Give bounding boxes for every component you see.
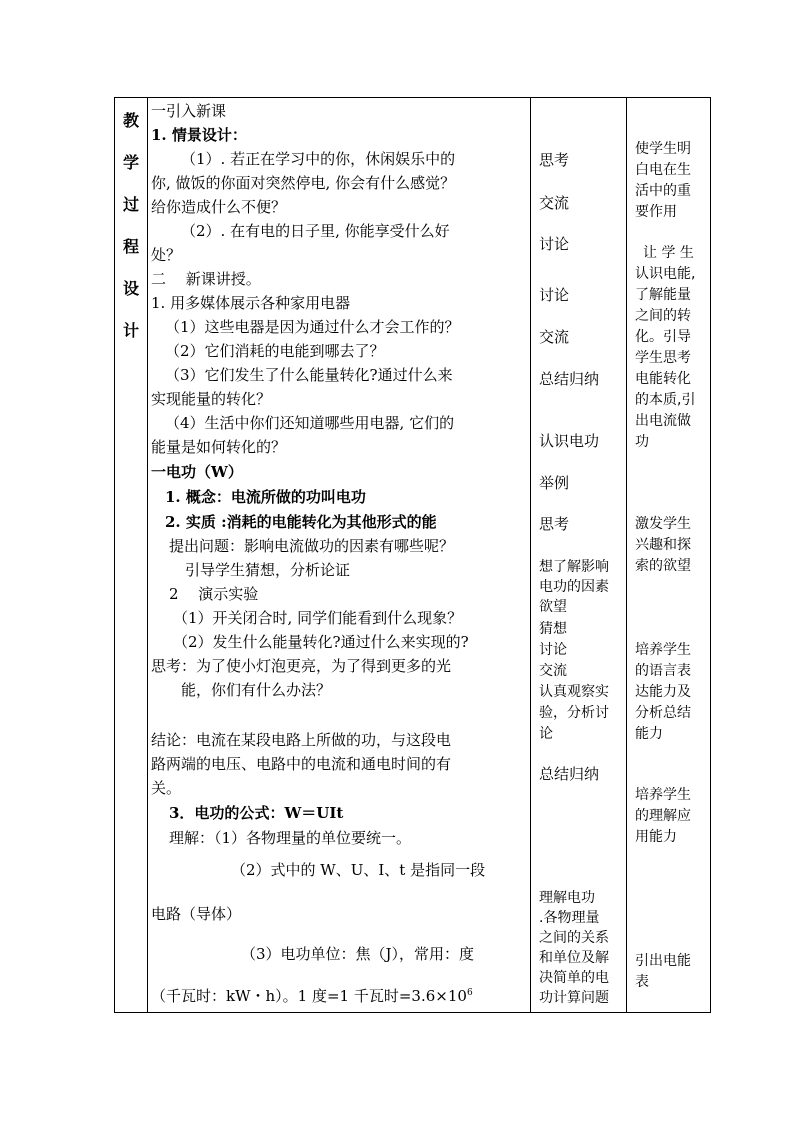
intent-line: 用能力 bbox=[635, 829, 677, 845]
text-line: （1）. 若正在学习中的你，休闲娱乐中的 bbox=[181, 150, 456, 168]
intent-line: 的语言表 bbox=[635, 663, 691, 679]
intent-line: 的理解应 bbox=[635, 808, 691, 824]
side-label-char: 教 bbox=[123, 111, 140, 130]
side-label-char: 设 bbox=[123, 279, 140, 298]
concept-line: 1. 概念：电流所做的功叫电功 bbox=[165, 488, 366, 506]
intent-line: 的本质,引 bbox=[635, 392, 696, 408]
activity-item: 和单位及解 bbox=[539, 950, 609, 966]
column-divider bbox=[530, 98, 531, 1012]
activity-item: 交流 bbox=[539, 663, 567, 679]
intent-line: 化。引导 bbox=[635, 329, 691, 345]
text-line: （2）它们消耗的电能到哪去了？ bbox=[165, 342, 385, 360]
intent-line: 培养学生 bbox=[635, 642, 691, 658]
text-line: 思考：为了使小灯泡更亮，为了得到更多的光 bbox=[151, 657, 452, 675]
intent-line: 达能力及 bbox=[635, 684, 691, 700]
activity-item: 思考 bbox=[539, 515, 570, 533]
text-line: （3）电功单位：焦（J），常用：度 bbox=[241, 945, 475, 963]
intent-line: 活中的重 bbox=[635, 183, 691, 199]
section-heading: 一引入新课 bbox=[151, 102, 227, 120]
activity-item: 验，分析讨 bbox=[539, 705, 609, 721]
intent-line: 学生思考 bbox=[635, 350, 691, 366]
activity-item: 电功的因素 bbox=[539, 579, 609, 595]
activity-item: 理解电功 bbox=[539, 890, 595, 906]
side-label bbox=[115, 98, 147, 1012]
subheading: 1. 情景设计： bbox=[151, 126, 247, 144]
intent-line: 了解能量 bbox=[635, 287, 691, 303]
activity-item: 交流 bbox=[539, 328, 570, 346]
intent-line: 索的欲望 bbox=[635, 558, 691, 574]
intent-line: 之间的转 bbox=[635, 308, 691, 324]
activity-item: 论 bbox=[539, 726, 553, 742]
column-divider bbox=[626, 98, 627, 1012]
intent-line: 引出电能 bbox=[635, 953, 691, 969]
activity-item: 总结归纳 bbox=[539, 765, 600, 783]
essence-line: 2. 实质 :消耗的电能转化为其他形式的能 bbox=[165, 513, 437, 531]
text-line: 结论：电流在某段电路上所做的功，与这段电 bbox=[151, 731, 452, 749]
activity-item: 欲望 bbox=[539, 599, 567, 615]
side-label-char: 学 bbox=[123, 153, 140, 172]
text-line: 关。 bbox=[151, 779, 182, 797]
activity-item: 举例 bbox=[539, 474, 570, 492]
intent-line: 认识电能, bbox=[635, 266, 696, 282]
text-line: 实现能量的转化？ bbox=[151, 390, 272, 408]
text-line: 引导学生猜想，分析论证 bbox=[185, 561, 351, 579]
intent-line: 表 bbox=[635, 974, 649, 990]
activity-item: 讨论 bbox=[539, 286, 570, 304]
activity-item: 决简单的电 bbox=[539, 970, 609, 986]
intent-line: 要作用 bbox=[635, 204, 677, 220]
side-label-char: 程 bbox=[123, 237, 140, 256]
activity-item: 之间的关系 bbox=[539, 930, 609, 946]
text-line: 能，你们有什么办法？ bbox=[181, 681, 332, 699]
text-line: （2）发生什么能量转化?通过什么来实现的? bbox=[173, 633, 469, 651]
section-heading: 一电功（W） bbox=[151, 463, 243, 481]
intent-line: 分析总结 bbox=[635, 705, 691, 721]
activity-item: 总结归纳 bbox=[539, 370, 600, 388]
exponent: 6 bbox=[466, 988, 473, 998]
text-line: 提出问题：影响电流做功的因素有哪些呢？ bbox=[169, 537, 455, 555]
text-line: 能量是如何转化的？ bbox=[151, 438, 287, 456]
column-divider bbox=[147, 98, 148, 1012]
intent-line: 使学生明 bbox=[635, 141, 691, 157]
section-heading: 二 新课讲授。 bbox=[151, 270, 261, 288]
formula-line: 3．电功的公式：W＝UIt bbox=[169, 804, 344, 822]
intent-line: 出电流做 bbox=[635, 413, 691, 429]
intent-line: 白电在生 bbox=[635, 162, 691, 178]
text-line: （2）式中的 W、U、I、t 是指同一段 bbox=[231, 861, 486, 879]
side-label-char: 计 bbox=[123, 321, 140, 340]
text-line: （4）生活中你们还知道哪些用电器, 它们的 bbox=[165, 414, 455, 432]
activity-item: 思考 bbox=[539, 151, 570, 169]
text-line: （3）它们发生了什么能量转化?通过什么来 bbox=[165, 366, 453, 384]
activity-item: 讨论 bbox=[539, 642, 567, 658]
text-line: （2）. 在有电的日子里, 你能享受什么好 bbox=[181, 222, 450, 240]
activity-item: .各物理量 bbox=[539, 910, 600, 926]
text-line: 电路（导体） bbox=[151, 905, 242, 923]
text-line: （1）开关闭合时, 同学们能看到什么现象？ bbox=[173, 609, 463, 627]
intent-line: 激发学生 bbox=[635, 516, 691, 532]
lesson-plan-table bbox=[114, 97, 711, 1013]
side-label-char: 过 bbox=[123, 195, 140, 214]
activity-item: 猜想 bbox=[539, 621, 567, 637]
intent-line: 兴趣和探 bbox=[635, 537, 691, 553]
activity-item: 讨论 bbox=[539, 235, 570, 253]
text-line: 理解：（1）各物理量的单位要统一。 bbox=[169, 829, 412, 847]
activity-item: 认真观察实 bbox=[539, 684, 609, 700]
activity-item: 交流 bbox=[539, 194, 570, 212]
activity-item: 功计算问题 bbox=[539, 990, 609, 1006]
text-line: 你, 做饭的你面对突然停电, 你会有什么感觉？ bbox=[151, 174, 456, 192]
text-line: 路两端的电压、电路中的电流和通电时间的有 bbox=[151, 755, 452, 773]
intent-line: 功 bbox=[635, 434, 649, 450]
text-line: 1. 用多媒体展示各种家用电器 bbox=[151, 294, 351, 312]
activity-item: 想了解影响 bbox=[539, 559, 609, 575]
intent-line: 能力 bbox=[635, 726, 663, 742]
text-line: 处？ bbox=[151, 246, 182, 264]
intent-line: 让 学 生 bbox=[643, 245, 694, 261]
text-line: （1）这些电器是因为通过什么才会工作的？ bbox=[165, 318, 460, 336]
text-line: （千瓦时：kW・h）。1 度=1 千瓦时$=3.6\times 10^6$ bbox=[151, 987, 473, 1005]
intent-line: 电能转化 bbox=[635, 371, 691, 387]
activity-item: 认识电功 bbox=[539, 432, 600, 450]
intent-line: 培养学生 bbox=[635, 787, 691, 803]
text-line: 给你造成什么不便？ bbox=[151, 198, 287, 216]
text-line: 2 演示实验 bbox=[169, 585, 259, 603]
